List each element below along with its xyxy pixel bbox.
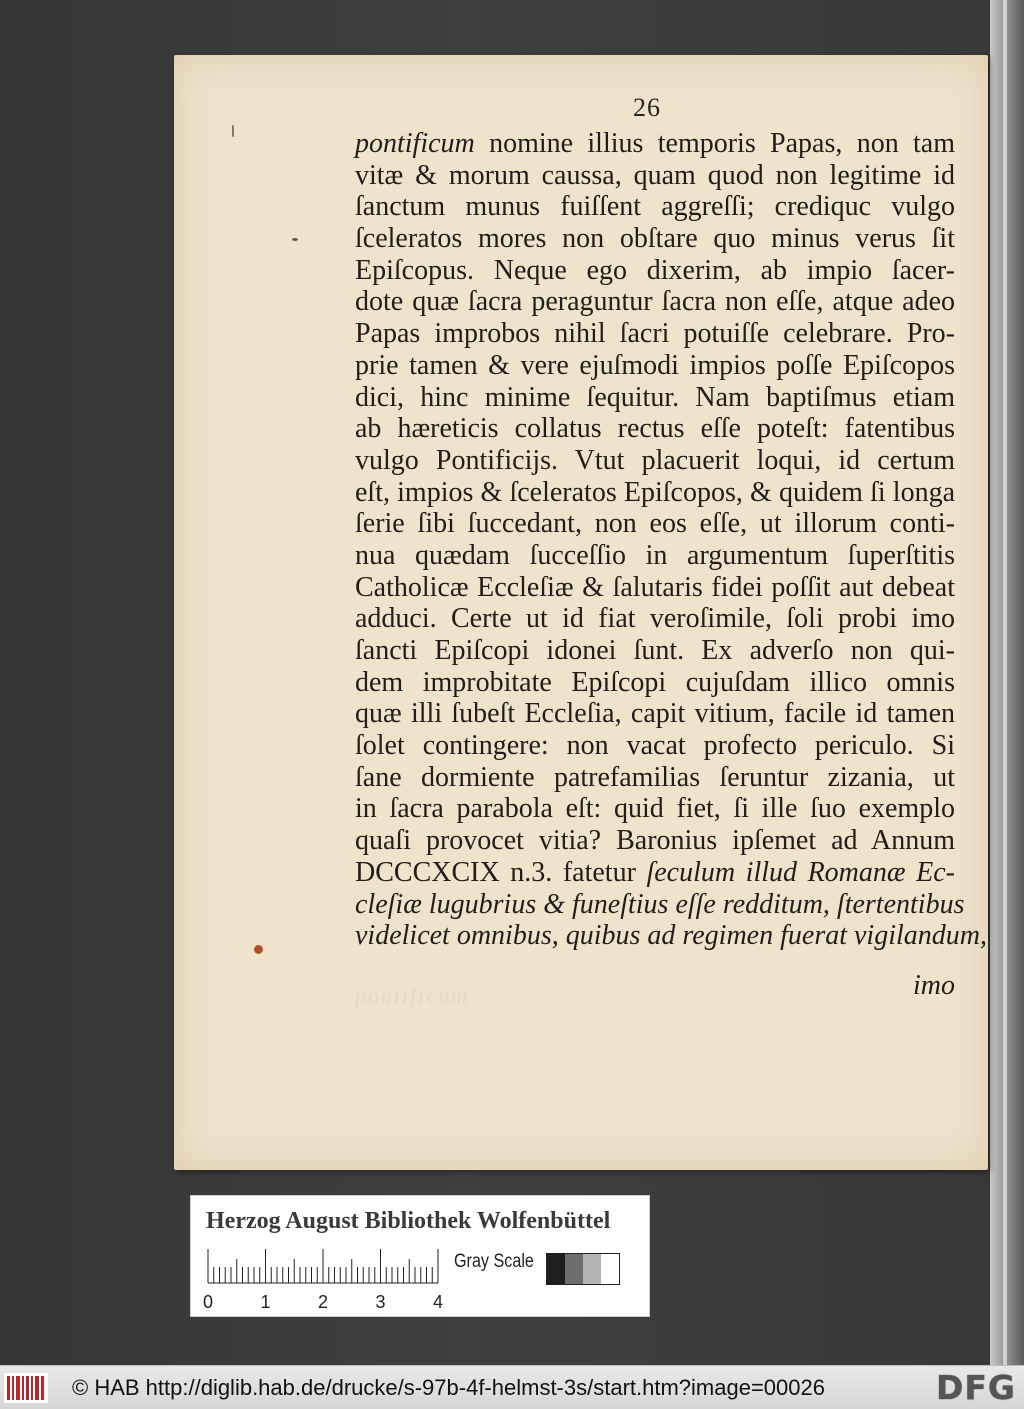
text-line (355, 730, 955, 762)
gray-swatch (565, 1254, 583, 1284)
text-segment: ſancti Epiſcopi idonei ſunt. Ex adverſo non qui- (355, 635, 955, 666)
ink-spot (254, 945, 263, 954)
gray-scale-swatches (546, 1253, 620, 1285)
text-segment: DCCCXCIX n.3. fatetur (355, 856, 647, 888)
next-page-edge (990, 0, 1024, 1365)
text-segment: cleſiæ lugubrius & funeſtius eſſe redditum, ſtertentibus (355, 888, 965, 920)
library-color-target (190, 1195, 650, 1317)
margin-tick (232, 125, 234, 137)
gray-swatch (583, 1254, 601, 1284)
text-segment: Catholicæ Eccleſiæ & ſalutaris fidei poſſit aut debeat (355, 571, 955, 603)
text-line (355, 635, 955, 667)
text-line (355, 698, 955, 730)
gray-scale-label: Gray Scale (454, 1251, 534, 1272)
text-line (355, 160, 955, 192)
text-line (355, 920, 987, 952)
text-line (355, 793, 955, 825)
text-segment: Papas improbos nihil ſacri potuiſſe celebrare. Pro- (355, 318, 955, 350)
text-line (355, 128, 955, 160)
text-line (355, 382, 955, 414)
text-line (355, 477, 955, 509)
page-number: 26 (633, 93, 661, 122)
text-line (355, 508, 955, 540)
text-segment: Epiſcopus. Neque ego dixerim, ab impio ſacer- (355, 254, 955, 286)
text-segment: in ſacra parabola eſt: quid fiet, ſi ille ſuo exemplo (355, 793, 955, 825)
text-line (355, 857, 955, 889)
text-segment: pontificum (355, 128, 475, 159)
text-segment: dem improbitate Epiſcopi cujuſdam illico omnis (355, 666, 955, 698)
text-line (355, 825, 955, 857)
bleed-through-text: pontificum (355, 983, 470, 1008)
ruler-number: 0 (203, 1292, 214, 1312)
text-line (355, 191, 955, 223)
text-segment: quaſi provocet vitia? Baronius ipſemet ad Annum (355, 825, 955, 857)
text-segment: nua quædam ſucceſſio in argumentum ſuperſtitis (355, 539, 955, 571)
text-segment: vitæ & morum caussa, quam quod non legitime id (355, 159, 955, 191)
text-line (355, 318, 955, 350)
ruler-number: 4 (433, 1292, 444, 1312)
text-segment: dici, hinc minime ſequitur. Nam baptiſmus etiam (355, 381, 955, 413)
text-segment: ſerie ſibi ſuccedant, non eos eſſe, ut illorum conti- (355, 508, 955, 540)
scale-ruler (206, 1248, 441, 1284)
text-line (355, 350, 955, 382)
text-segment: nomine illius temporis Papas, non tam (474, 128, 955, 159)
copyright-url: © HAB http://diglib.hab.de/drucke/s-97b-4f-helmst-3s/start.htm?image=00026 (72, 1375, 825, 1400)
text-line (355, 667, 955, 699)
ruler-number: 2 (318, 1292, 329, 1312)
text-segment: dote quæ ſacra peraguntur ſacra non eſſe, atque adeo (355, 286, 955, 318)
text-segment: vulgo Pontificijs. Vtut placuerit loqui, id certum (355, 444, 955, 476)
text-segment: ſane dormiente patrefamilias ſeruntur zizania, ut (355, 761, 955, 793)
margin-mark (292, 238, 298, 241)
gray-swatch (601, 1254, 619, 1284)
ruler-numbers (197, 1292, 457, 1314)
text-line (355, 286, 955, 318)
text-line (355, 888, 965, 921)
text-segment: ſeculum illud Romanæ Ec- (646, 856, 955, 888)
text-segment: ab hæreticis collatus rectus eſſe poteſt: fatentibus (355, 413, 955, 445)
hab-barcode-icon (4, 1373, 48, 1403)
catchword: imo (913, 970, 955, 1001)
library-name: Herzog August Bibliothek Wolfenbüttel (206, 1208, 611, 1234)
dfg-logo: DFG (935, 1368, 1016, 1407)
ruler-number: 3 (375, 1292, 386, 1312)
page-text (355, 128, 987, 952)
text-line (355, 572, 955, 604)
text-line (355, 413, 955, 445)
text-line (355, 603, 955, 635)
text-segment: adduci. Certe ut id fiat veroſimile, ſoli probi imo (355, 603, 955, 635)
text-segment: quæ illi ſubeſt Eccleſia, capit vitium, facile id tamen (355, 698, 955, 730)
text-line (355, 223, 955, 255)
viewer-footer (0, 1365, 1024, 1409)
text-line (355, 762, 955, 794)
text-segment: ſceleratos mores non obſtare quo minus verus ſit (355, 223, 955, 255)
text-segment: prie tamen & vere ejuſmodi impios poſſe Epiſcopos (355, 349, 955, 381)
text-segment: videlicet omnibus, quibus ad regimen fuerat vigilandum, (355, 920, 987, 952)
gray-swatch (547, 1254, 565, 1284)
text-line (355, 255, 955, 287)
text-segment: eſt, impios & ſceleratos Epiſcopos, & quidem ſi longa (355, 476, 955, 508)
text-line (355, 540, 955, 572)
text-line (355, 445, 955, 477)
text-segment: ſanctum munus fuiſſent aggreſſi; crediquc vulgo (355, 191, 955, 223)
catchword-wrap (355, 970, 955, 1002)
ruler-number: 1 (260, 1292, 271, 1312)
next-page-edge-highlight (1003, 0, 1007, 1365)
text-segment: ſolet contingere: non vacat profecto periculo. Si (355, 730, 955, 762)
